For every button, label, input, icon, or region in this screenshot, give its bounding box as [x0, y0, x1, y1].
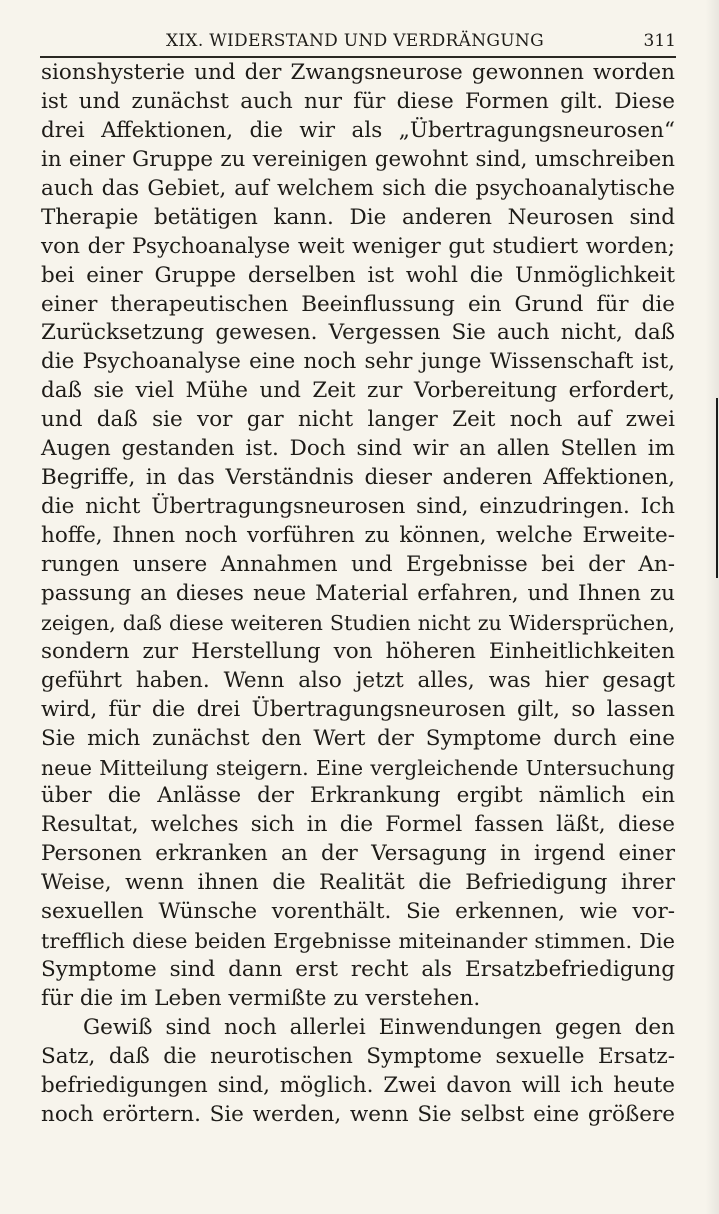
- page-fold-shadow: [705, 0, 719, 1214]
- text-line: für die im Leben vermißte zu verstehen.: [41, 986, 481, 1011]
- text-line: die Psychoanalyse eine noch sehr junge Wissenschaft ist,: [41, 349, 675, 375]
- text-line: auch das Gebiet, auf welchem sich die psychoanalytische: [41, 175, 675, 201]
- text-line: von der Psychoanalyse weit weniger gut studiert worden;: [41, 233, 675, 259]
- margin-mark: [716, 398, 718, 578]
- running-header: [40, 30, 676, 58]
- text-line: Zurücksetzung gewesen. Vergessen Sie auch nicht, daß: [41, 320, 675, 346]
- text-line: wird, für die drei Übertragungsneurosen gilt, so lassen: [41, 696, 675, 722]
- text-line: neue Mitteilung steigern. Eine vergleichende Untersuchung: [41, 755, 675, 780]
- text-line: hoffe, Ihnen noch vorführen zu können, welche Erweite-: [41, 523, 675, 548]
- text-line: Symptome sind dann erst recht als Ersatzbefriedigung: [41, 957, 675, 983]
- text-line: einer therapeutischen Beeinflussung ein Grund für die: [41, 291, 675, 317]
- text-line: trefflich diese beiden Ergebnisse miteinander stimmen. Die: [41, 929, 675, 954]
- text-line: sexuellen Wünsche vorenthält. Sie erkennen, wie vor-: [41, 899, 675, 925]
- text-line: drei Affektionen, die wir als „Übertragungsneurosen“: [41, 117, 675, 143]
- text-line: Therapie betätigen kann. Die anderen Neurosen sind: [41, 204, 675, 230]
- running-title: XIX. WIDERSTAND UND VERDRÄNGUNG: [166, 31, 544, 51]
- text-line: Resultat, welches sich in die Formel fassen läßt, diese: [41, 812, 675, 838]
- text-line: Personen erkranken an der Versagung in irgend einer: [41, 841, 675, 867]
- text-line: Weise, wenn ihnen die Realität die Befriedigung ihrer: [41, 870, 675, 896]
- text-line: befriedigungen sind, möglich. Zwei davon will ich heute: [41, 1072, 675, 1098]
- text-line: Augen gestanden ist. Doch sind wir an allen Stellen im: [41, 436, 675, 462]
- text-line: und daß sie vor gar nicht langer Zeit noch auf zwei: [41, 407, 675, 433]
- text-line: bei einer Gruppe derselben ist wohl die Unmöglichkeit: [41, 262, 675, 288]
- page-number: 311: [643, 31, 676, 51]
- text-line: sondern zur Herstellung von höheren Einheitlichkeiten: [41, 638, 675, 664]
- text-line: sionshysterie und der Zwangsneurose gewonnen worden: [41, 60, 675, 85]
- text-line: rungen unsere Annahmen und Ergebnisse bei der An-: [41, 551, 675, 577]
- text-line: die nicht Übertragungsneurosen sind, einzudringen. Ich: [41, 494, 675, 520]
- text-line: Sie mich zunächst den Wert der Symptome durch eine: [41, 725, 675, 751]
- text-line: zeigen, daß diese weiteren Studien nicht zu Widersprüchen,: [41, 610, 675, 635]
- text-line: Begriffe, in das Verständnis dieser anderen Affektionen,: [41, 465, 675, 491]
- text-line: noch erörtern. Sie werden, wenn Sie selbst eine größere: [41, 1101, 675, 1127]
- text-line: Satz, daß die neurotischen Symptome sexuelle Ersatz-: [41, 1043, 675, 1069]
- body-text: [41, 59, 675, 1130]
- text-line: daß sie viel Mühe und Zeit zur Vorbereitung erfordert,: [41, 378, 675, 404]
- text-line: über die Anlässe der Erkrankung ergibt nämlich ein: [41, 783, 675, 809]
- text-line: ist und zunächst auch nur für diese Formen gilt. Diese: [41, 88, 675, 114]
- text-line: Gewiß sind noch allerlei Einwendungen gegen den: [83, 1014, 675, 1040]
- paragraph: [41, 1014, 675, 1130]
- text-line: passung an dieses neue Material erfahren, und Ihnen zu: [41, 580, 675, 606]
- text-line: in einer Gruppe zu vereinigen gewohnt sind, umschreiben: [41, 146, 675, 172]
- paragraph: [41, 59, 675, 1014]
- text-line: geführt haben. Wenn also jetzt alles, was hier gesagt: [41, 667, 675, 693]
